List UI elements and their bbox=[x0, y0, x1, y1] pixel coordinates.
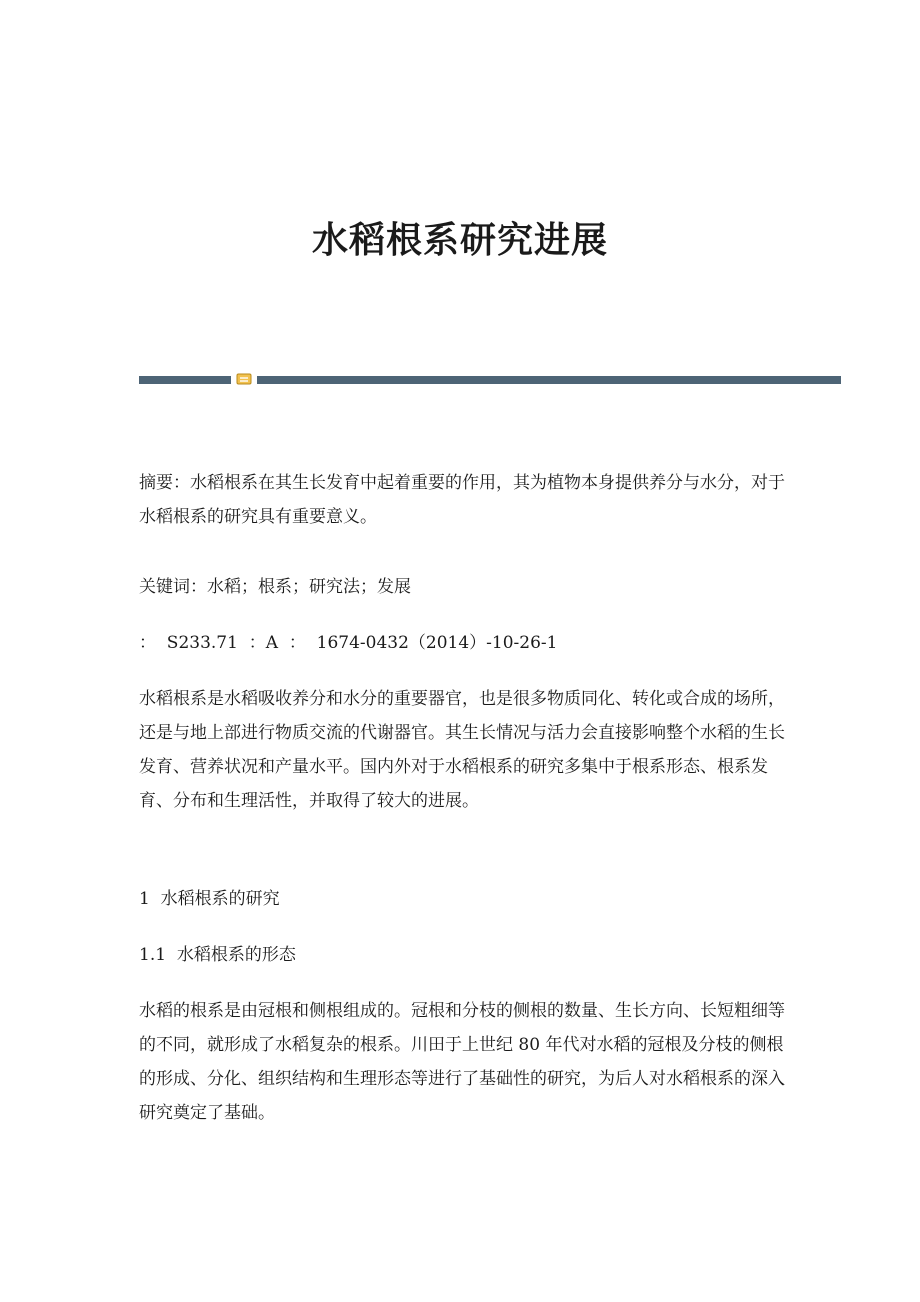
section-divider bbox=[139, 372, 841, 386]
abstract-paragraph: 摘要：水稻根系在其生长发育中起着重要的作用，其为植物本身提供养分与水分，对于水稻根系的研究具有重要意义。 bbox=[139, 473, 785, 527]
divider-bar-right bbox=[257, 376, 841, 384]
section-heading-1: 1 水稻根系的研究 bbox=[139, 889, 280, 909]
classification-line: ： S233.71 ：A ： 1674-0432（2014）-10-26-1 bbox=[139, 633, 558, 653]
intro-paragraph: 水稻根系是水稻吸收养分和水分的重要器官，也是很多物质同化、转化或合成的场所，还是与地上部进行物质交流的代谢器官。其生长情况与活力会直接影响整个水稻的生长发育、营养状况和产量水平。国内外对于水稻根系的研究多集中于根系形态、根系发育、分布和生理活性，并取得了较大的进展。 bbox=[139, 689, 785, 811]
divider-bar-left bbox=[139, 376, 231, 384]
ornament-icon bbox=[236, 373, 252, 385]
section-1-1-paragraph: 水稻的根系是由冠根和侧根组成的。冠根和分枝的侧根的数量、生长方向、长短粗细等的不同，就形成了水稻复杂的根系。川田于上世纪 80 年代对水稻的冠根及分枝的侧根的形成、分化、组织结构和生理形态等进行了基础性的研究，为后人对水稻根系的深入研究奠定了基础。 bbox=[139, 1001, 785, 1123]
page-title: 水稻根系研究进展 bbox=[311, 219, 608, 261]
keywords-line: 关键词：水稻；根系；研究法；发展 bbox=[139, 577, 411, 597]
section-heading-1-1: 1.1 水稻根系的形态 bbox=[139, 945, 296, 965]
